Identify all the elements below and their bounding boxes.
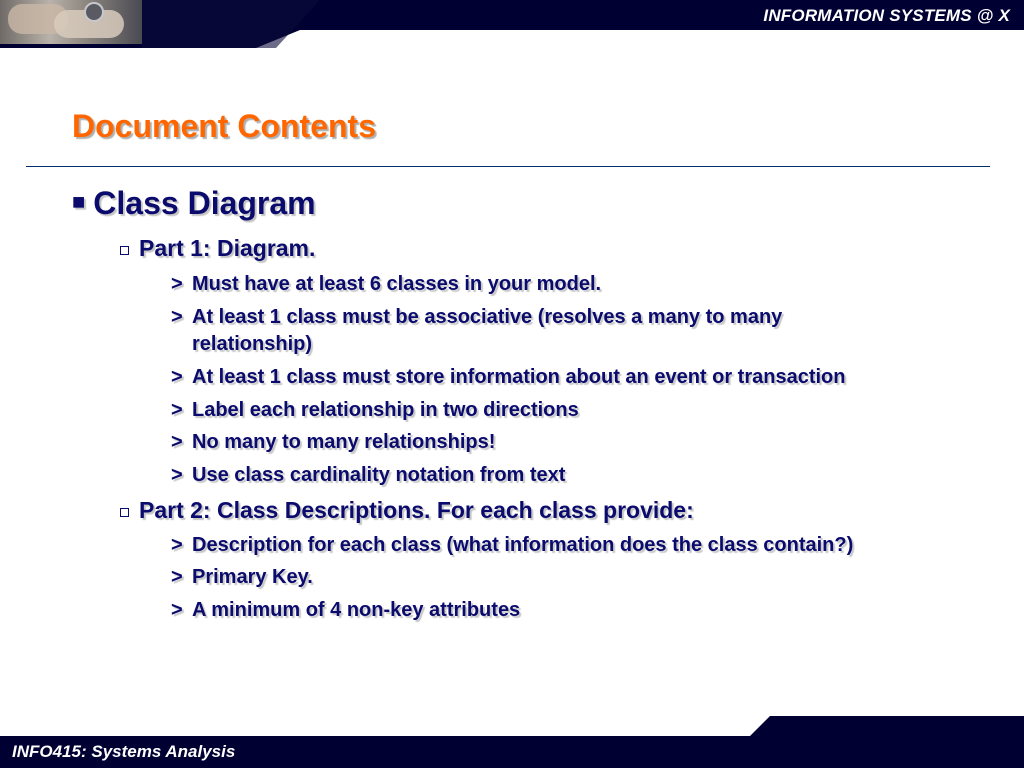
title-divider [26,166,990,167]
greater-than-arrow-icon: > [171,306,183,328]
list-item: > Label each relationship in two directions [171,397,971,424]
list-item: > Primary Key. [171,564,971,591]
header-title: INFORMATION SYSTEMS @ X [763,6,1010,25]
hollow-square-bullet-icon [120,246,129,255]
part2-heading [120,497,694,524]
header-bar [0,0,1024,48]
section-heading [72,185,316,222]
list-item: > Description for each class (what information does the class contain?) [171,532,971,559]
footer-course-title: INFO415: Systems Analysis [12,742,236,761]
hollow-square-bullet-icon [120,508,129,517]
section-heading-label: Class Diagram [93,185,316,221]
greater-than-arrow-icon: > [171,566,183,588]
list-item: > At least 1 class must store information about an event or transaction [171,364,971,391]
list-item: > At least 1 class must be associative (resolves a many to many relationship) [171,304,971,358]
greater-than-arrow-icon: > [171,273,183,295]
greater-than-arrow-icon: > [171,534,183,556]
page-title: Document Contents [72,108,376,144]
greater-than-arrow-icon: > [171,431,183,453]
part2-label: Part 2: Class Descriptions. For each class provide: [139,497,694,523]
greater-than-arrow-icon: > [171,366,183,388]
greater-than-arrow-icon: > [171,599,183,621]
part1-heading [120,235,315,262]
greater-than-arrow-icon: > [171,464,183,486]
list-item: > Use class cardinality notation from text [171,462,971,489]
list-item: > Must have at least 6 classes in your model. [171,271,971,298]
list-item: > A minimum of 4 non-key attributes [171,597,971,624]
greater-than-arrow-icon: > [171,399,183,421]
square-bullet-icon: ■ [72,189,86,214]
part1-label: Part 1: Diagram. [139,235,316,261]
handshake-photo [0,0,142,44]
list-item: > No many to many relationships! [171,429,971,456]
